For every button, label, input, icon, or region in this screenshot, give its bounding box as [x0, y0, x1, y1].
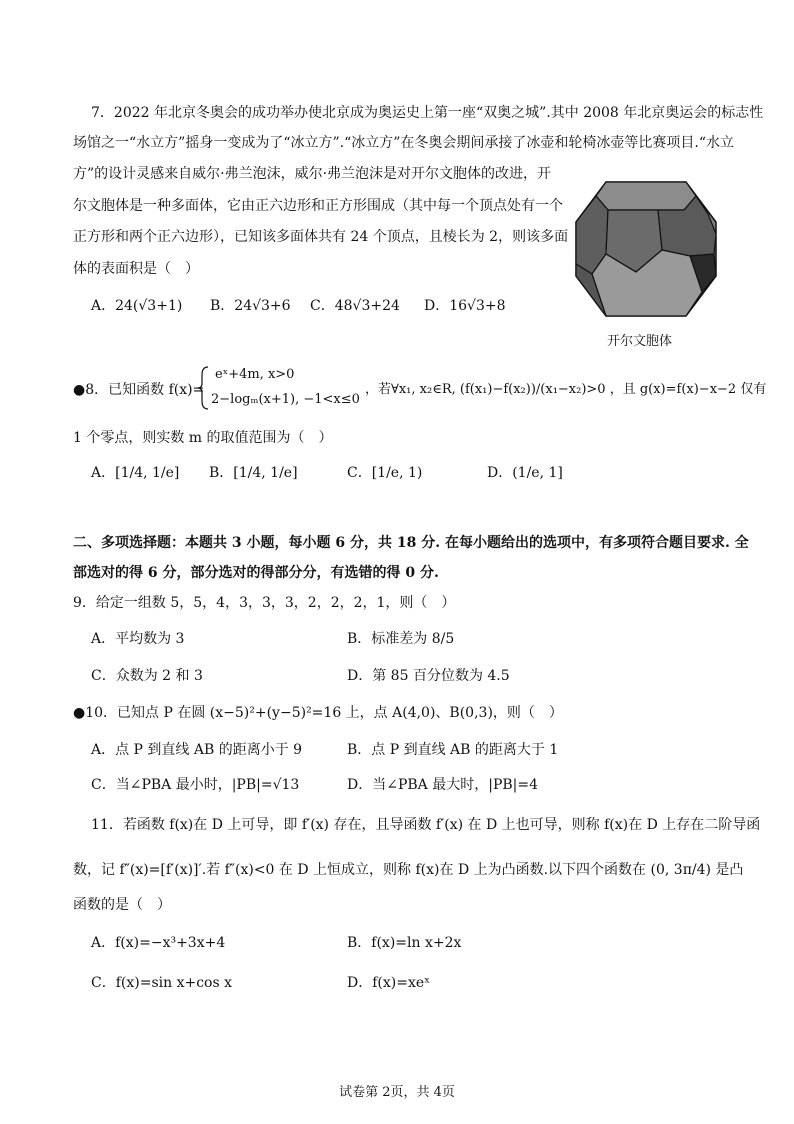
- q8-piece-1: eˣ+4m, x>0: [215, 367, 295, 382]
- q10-option-b: B．点 P 到直线 AB 的距离大于 1: [347, 742, 559, 758]
- q11-option-b: B．f(x)=ln x+2x: [347, 935, 462, 951]
- q10-option-c: C．当∠PBA 最小时，|PB|=√13: [91, 777, 300, 793]
- q11-option-d: D．f(x)=xeˣ: [347, 975, 431, 991]
- q8-line-2: 1 个零点，则实数 m 的取值范围为（ ）: [73, 430, 333, 446]
- q7-option-d: D．16√3+8: [424, 298, 506, 314]
- q7-option-c: C．48√3+24: [310, 298, 400, 314]
- q10-stem: ●10．已知点 P 在圆 (x−5)²+(y−5)²=16 上，点 A(4,0)、B(0,3)，则（ ）: [73, 705, 563, 721]
- q8-option-c: C．[1/e, 1): [347, 465, 423, 481]
- piecewise-brace: [198, 365, 210, 411]
- kelvin-polyhedron-figure: [566, 174, 726, 324]
- q8-option-a: A．[1/4, 1/e]: [91, 465, 180, 481]
- q11-option-c: C．f(x)=sin x+cos x: [91, 975, 232, 991]
- q8-piece-2: 2−logₘ(x+1), −1<x≤0: [211, 392, 360, 407]
- q10-option-d: D．当∠PBA 最大时，|PB|=4: [347, 777, 539, 793]
- q9-stem: 9．给定一组数 5，5，4，3，3，3，2，2，2，1，则（ ）: [73, 595, 456, 611]
- q8-option-b: B．[1/4, 1/e]: [209, 465, 298, 481]
- q7-line-4: 尔文胞体是一种多面体，它由正六边形和正方形围成（其中每一个顶点处有一个: [73, 198, 563, 214]
- figure-caption: 开尔文胞体: [607, 334, 673, 349]
- q8-option-d: D．(1/e, 1]: [487, 465, 563, 481]
- q7-line-2: 场馆之一“水立方”摇身一变成为了“冰立方”.“冰立方”在冬奥会期间承接了冰壶和轮椅冰壶等比赛项目.“水立: [73, 135, 734, 151]
- q7-line-5: 正方形和两个正六边形），已知该多面体共有 24 个顶点，且棱长为 2，则该多面: [73, 229, 569, 245]
- q11-line-2: 数，记 f″(x)=[f′(x)]′.若 f″(x)<0 在 D 上恒成立，则称 f(x)在 D 上为凸函数.以下四个函数在 (0, 3π/4) 是凸: [73, 862, 744, 878]
- q11-line-1: 11．若函数 f(x)在 D 上可导，即 f′(x) 存在，且导函数 f′(x) 在 D 上也可导，则称 f(x)在 D 上存在二阶导函: [91, 817, 761, 833]
- page-footer: 试卷第 2页，共 4页: [339, 1085, 455, 1100]
- q9-option-c: C．众数为 2 和 3: [91, 668, 203, 684]
- q7-option-a: A．24(√3+1): [91, 298, 183, 314]
- section-2-heading-line-2: 部选对的得 6 分，部分选对的得部分分，有选错的得 0 分.: [73, 565, 439, 581]
- q9-option-a: A．平均数为 3: [91, 631, 185, 647]
- section-2-heading-line-1: 二、多项选择题：本题共 3 小题，每小题 6 分，共 18 分. 在每小题给出的选项中，有多项符合题目要求. 全: [73, 535, 749, 551]
- q11-line-3: 函数的是（ ）: [73, 897, 171, 913]
- q7-line-6: 体的表面积是（ ）: [73, 261, 199, 277]
- q10-option-a: A．点 P 到直线 AB 的距离小于 9: [91, 742, 303, 758]
- q8-lead: ●8．已知函数 f(x)=: [73, 382, 205, 398]
- q9-option-d: D．第 85 百分位数为 4.5: [347, 668, 510, 684]
- q9-option-b: B．标准差为 8/5: [347, 631, 455, 647]
- q7-option-b: B．24√3+6: [210, 298, 291, 314]
- q7-line-3: 方”的设计灵感来自威尔·弗兰泡沫，威尔·弗兰泡沫是对开尔文胞体的改进，开: [73, 166, 552, 182]
- q8-condition: ，若∀x₁, x₂∈R, (f(x₁)−f(x₂))/(x₁−x₂)>0 ，且 g(x)=f(x)−x−2 仅有: [365, 382, 767, 397]
- q11-option-a: A．f(x)=−x³+3x+4: [91, 935, 226, 951]
- q7-line-1: 7．2022 年北京冬奥会的成功举办使北京成为奥运史上第一座“双奥之城”.其中 2008 年北京奥运会的标志性: [91, 105, 764, 121]
